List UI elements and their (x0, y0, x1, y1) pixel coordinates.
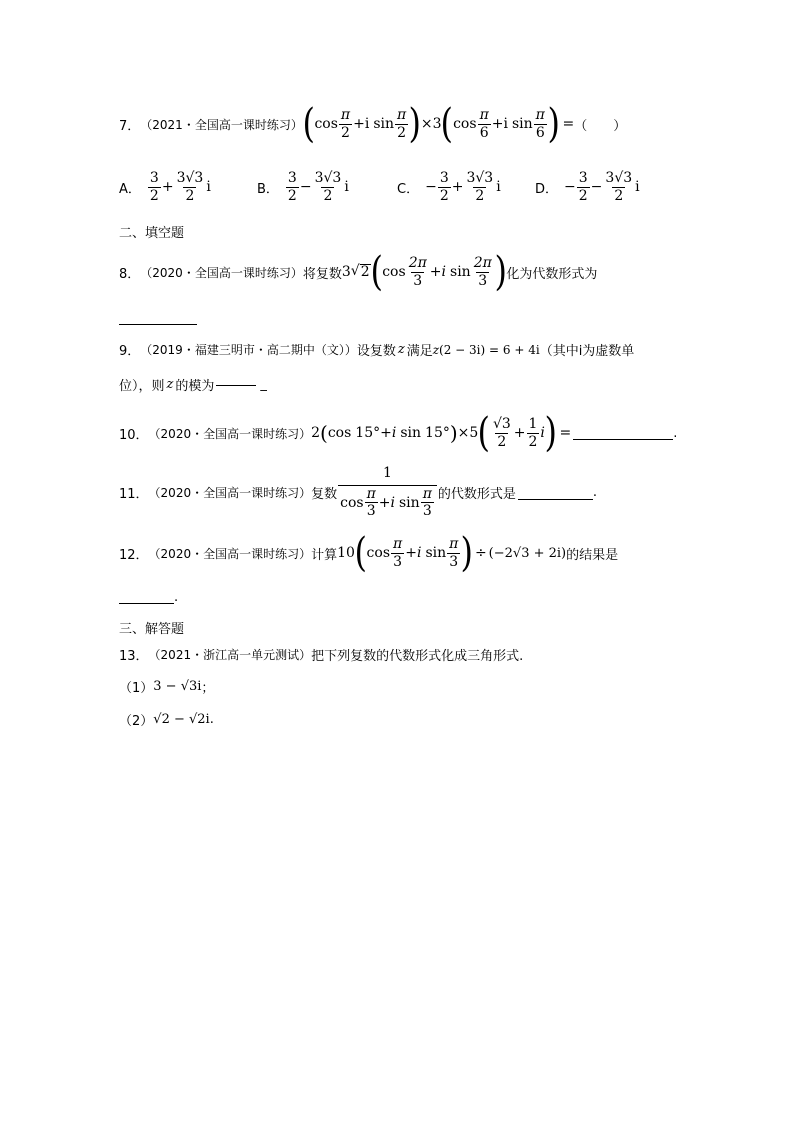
q11-expression: 1 cos $\frac{\pi}{3}$ + i sin $\frac{\pi}{3}$ (337, 466, 438, 519)
q11-answer-blank[interactable] (518, 498, 593, 500)
question-13: 13． （2021・浙江高一单元测试） 把下列复数的代数形式化成三角形式. (119, 648, 524, 664)
question-9-cont: 位），则 z 的模为 _ (119, 377, 267, 394)
option-c[interactable]: C． − $\frac{3}{2}$ + $\frac{3√3}{2}$ i (397, 170, 501, 204)
question-12-blank-line: . (119, 590, 178, 605)
q8-expression: 3 √ 2 ( cos $\frac{2\pi}{3}$ + i sin $\frac{2\pi}{3}$ ) (341, 249, 507, 295)
question-12: 12． （2020・全国高一课时练习） 计算 10 ( cos $\frac{\pi}{3}$ + i sin $\frac{\pi}{3}$ ) ÷ (−2√3 + 2i) 的结果是 (119, 530, 619, 576)
q7-options (119, 171, 640, 203)
q10-expression: 2 ( cos 15° + i sin 15° ) × 5 ( $\frac{√3}{2}$ + $\frac{1}{2}$ i ) = (311, 410, 572, 456)
q12-expression: 10 ( cos $\frac{\pi}{3}$ + i sin $\frac{\pi}{3}$ ) ÷ (−2√3 + 2i) (337, 530, 567, 576)
option-a[interactable]: A． $\frac{3}{2}$ + $\frac{3√3}{2}$ i (119, 170, 211, 204)
question-7 (119, 101, 627, 147)
option-d[interactable]: D． − $\frac{3}{2}$ − $\frac{3√3}{2}$ i (535, 170, 640, 204)
q9-answer-blank[interactable] (216, 384, 256, 386)
question-source: （2021・全国高一课时练习） (140, 117, 303, 132)
question-9: 9． （2019・福建三明市・高二期中（文）） 设复数 z 满足 z (2 − 3i) = 6 + 4i （其中i为虚数单 (119, 342, 635, 359)
question-13-part-2: （2） √2 − √2i . (119, 712, 214, 729)
q8-answer-blank[interactable] (119, 324, 197, 325)
option-b[interactable]: B． $\frac{3}{2}$ − $\frac{3√3}{2}$ i (257, 170, 349, 204)
answer-paren: （ ） (574, 118, 627, 134)
q7-expression: ( cos $\frac{\pi}{2}$ + i sin $\frac{\pi}{2}$ ) × 3 ( cos $\frac{\pi}{6}$ + i sin $\frac{\pi}{6}$ ) = (302, 101, 575, 147)
q12-answer-blank[interactable] (119, 602, 174, 604)
section-heading-answer: 三、解答题 (119, 622, 185, 637)
question-11: 11． （2020・全国高一课时练习） 复数 1 cos $\frac{\pi}{3}$ + i sin $\frac{\pi}{3}$ 的代数形式是 . (119, 465, 598, 520)
q10-answer-blank[interactable] (573, 438, 673, 440)
question-8: 8． （2020・全国高一课时练习） 将复数 3 √ 2 ( cos $\frac{2\pi}{3}$ + i sin $\frac{2\pi}{3}$ ) 化为代数形式为 (119, 249, 598, 295)
question-number: 7． (119, 118, 141, 134)
section-heading-fill-in: 二、填空题 (119, 226, 185, 241)
question-10: 10． （2020・全国高一课时练习） 2 ( cos 15° + i sin 15° ) × 5 ( $\frac{√3}{2}$ + $\frac{1}{2}$ i ) = . (119, 410, 678, 456)
question-13-part-1: （1） 3 − √3i ； (119, 679, 215, 696)
